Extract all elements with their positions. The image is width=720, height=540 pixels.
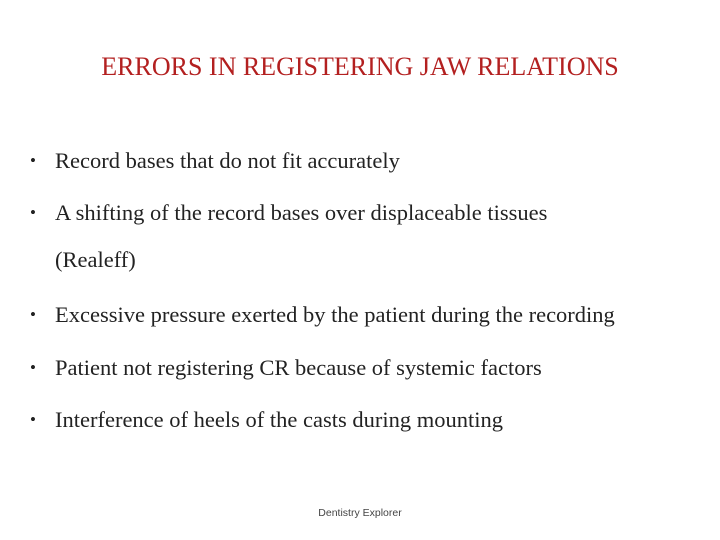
bullet-marker: •: [30, 305, 36, 324]
bullet-item: [30, 353, 710, 383]
bullet-text: Record bases that do not fit accurately: [55, 148, 400, 173]
bullet-item: [30, 146, 710, 176]
bullet-marker: •: [30, 203, 36, 222]
bullet-list: [30, 146, 710, 435]
footer-credit: Dentistry Explorer: [318, 507, 402, 519]
bullet-text: Interference of heels of the casts during mounting: [55, 407, 503, 432]
bullet-marker: •: [30, 358, 36, 377]
bullet-text: A shifting of the record bases over displaceable tissues: [55, 200, 548, 225]
bullet-item: [30, 300, 710, 330]
bullet-marker: •: [30, 410, 36, 429]
bullet-continuation: (Realeff): [55, 247, 136, 272]
bullet-marker: •: [30, 151, 36, 170]
bullet-text: Patient not registering CR because of systemic factors: [55, 355, 542, 380]
bullet-item: [30, 198, 710, 275]
slide-title: ERRORS IN REGISTERING JAW RELATIONS: [101, 52, 619, 81]
bullet-item: [30, 405, 710, 435]
bullet-text: Excessive pressure exerted by the patient during the recording: [55, 302, 615, 327]
